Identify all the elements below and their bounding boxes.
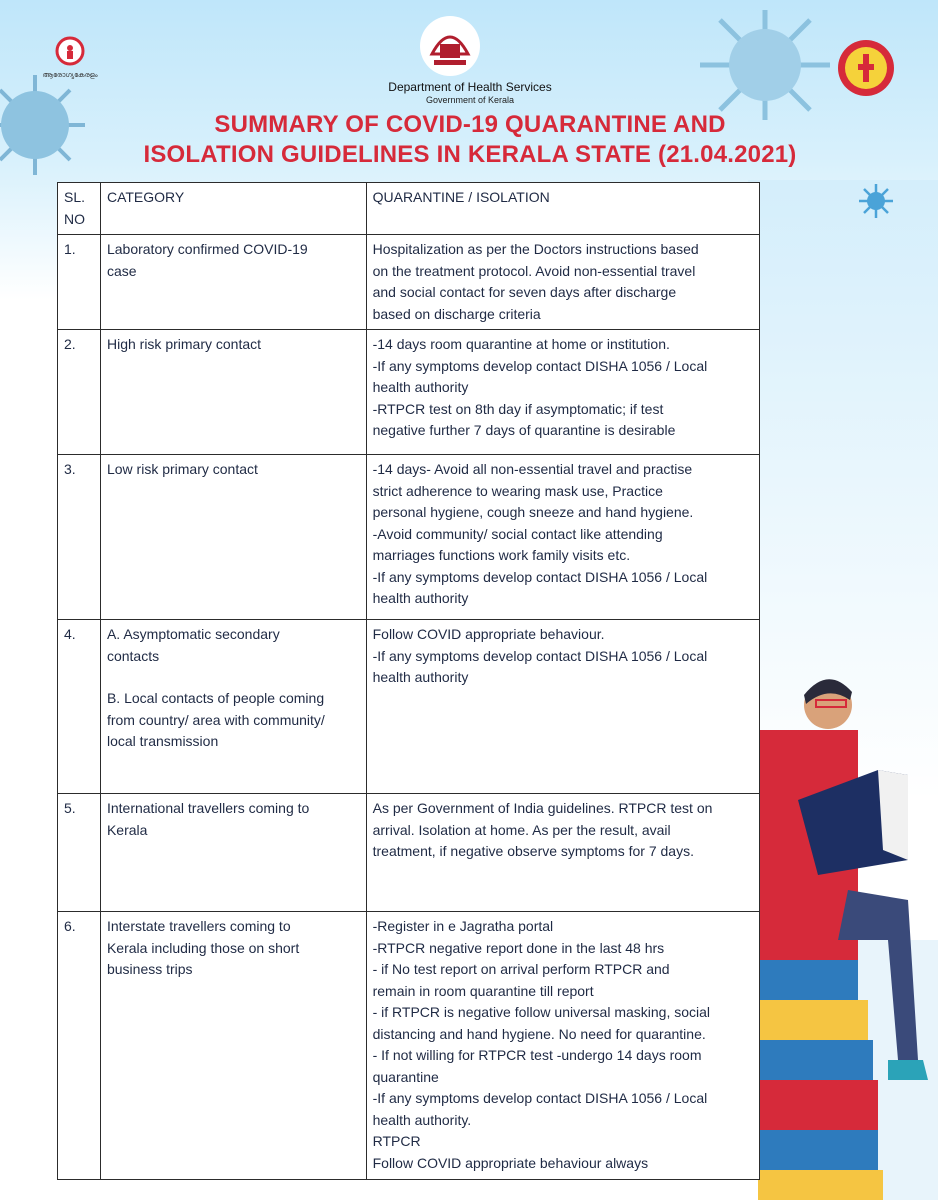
row-category <box>100 912 366 1180</box>
category-line: Low risk primary contact <box>106 461 258 477</box>
quarantine-line: health authority <box>372 379 469 395</box>
title-line-1: SUMMARY OF COVID-19 QUARANTINE AND <box>214 111 726 138</box>
category-line: High risk primary contact <box>106 336 262 352</box>
quarantine-line: health authority <box>372 590 469 606</box>
quarantine-line: strict adherence to wearing mask use, Practice <box>372 482 663 499</box>
quarantine-line: - if RTPCR is negative follow universal masking, social <box>372 1004 711 1020</box>
category-line: Kerala <box>106 821 148 838</box>
row-sl: 2. <box>58 330 101 455</box>
quarantine-line: - If not willing for RTPCR test -undergo 14 days room <box>372 1047 702 1063</box>
row-category <box>100 620 366 794</box>
quarantine-line: -If any symptoms develop contact DISHA 1056 / Local <box>372 357 708 374</box>
quarantine-line: Hospitalization as per the Doctors instructions based <box>372 241 699 257</box>
header-quarantine: QUARANTINE / ISOLATION <box>366 183 759 235</box>
government-name: Government of Kerala <box>425 95 515 105</box>
category-line: case <box>106 262 137 279</box>
table-row <box>58 235 760 330</box>
header-sl-line1: SL. <box>64 189 86 205</box>
quarantine-line: -If any symptoms develop contact DISHA 1056 / Local <box>372 647 708 664</box>
table-row <box>58 620 760 794</box>
quarantine-line: -RTPCR negative report done in the last 48 hrs <box>372 939 665 956</box>
virus-icon <box>690 10 840 120</box>
quarantine-line: -Avoid community/ social contact like attending <box>372 525 663 542</box>
category-line: contacts <box>106 647 160 664</box>
quarantine-line: treatment, if negative observe symptoms for 7 days. <box>372 843 694 859</box>
quarantine-line: remain in room quarantine till report <box>372 982 594 999</box>
quarantine-line: health authority <box>372 669 469 685</box>
quarantine-line: -14 days room quarantine at home or institution. <box>372 336 670 352</box>
row-sl: 6. <box>58 912 101 1180</box>
quarantine-line: quarantine <box>372 1068 439 1085</box>
national-health-mission-logo <box>40 35 100 75</box>
quarantine-line: -Register in e Jagratha portal <box>372 918 554 934</box>
quarantine-line: distancing and hand hygiene. No need for quarantine. <box>372 1025 706 1042</box>
quarantine-line: - if No test report on arrival perform RTPCR and <box>372 961 670 977</box>
table-header-row <box>58 183 760 235</box>
guidelines-table <box>57 182 760 1180</box>
quarantine-line: RTPCR <box>372 1133 421 1149</box>
page-title <box>40 110 900 170</box>
category-line: International travellers coming to <box>106 800 310 816</box>
quarantine-line: health authority. <box>372 1111 472 1128</box>
kerala-emblem-logo <box>418 14 482 78</box>
category-line: Laboratory confirmed COVID-19 <box>106 241 308 257</box>
table-row <box>58 794 760 912</box>
row-sl: 3. <box>58 455 101 620</box>
left-logo-caption: ആരോഗ്യകേരളം <box>42 72 98 79</box>
category-line: B. Local contacts of people coming <box>106 690 325 706</box>
guidelines-table-container <box>57 182 760 1180</box>
quarantine-line: -14 days- Avoid all non-essential travel and practise <box>372 461 693 477</box>
row-category <box>100 455 366 620</box>
row-sl: 1. <box>58 235 101 330</box>
quarantine-line: marriages functions work family visits etc. <box>372 547 631 563</box>
quarantine-line: Follow COVID appropriate behaviour always <box>372 1154 649 1171</box>
category-line: Kerala including those on short <box>106 939 300 956</box>
department-name: Department of Health Services <box>388 80 552 94</box>
quarantine-line: personal hygiene, cough sneeze and hand hygiene. <box>372 504 694 520</box>
quarantine-line: -If any symptoms develop contact DISHA 1056 / Local <box>372 1090 708 1106</box>
virus-icon <box>858 183 894 219</box>
category-line: local transmission <box>106 733 219 749</box>
row-quarantine <box>366 455 759 620</box>
quarantine-line: -If any symptoms develop contact DISHA 1056 / Local <box>372 568 708 585</box>
row-quarantine <box>366 330 759 455</box>
quarantine-line: Follow COVID appropriate behaviour. <box>372 626 605 642</box>
table-row <box>58 330 760 455</box>
title-line-2: ISOLATION GUIDELINES IN KERALA STATE (21.04.2021) <box>143 141 797 168</box>
header-sl-no <box>58 183 101 235</box>
header-sl-line2: NO <box>64 210 85 227</box>
quarantine-line: on the treatment protocol. Avoid non-essential travel <box>372 262 696 279</box>
quarantine-line: and social contact for seven days after discharge <box>372 284 677 300</box>
row-sl: 4. <box>58 620 101 794</box>
category-line: A. Asymptomatic secondary <box>106 626 280 642</box>
row-category <box>100 330 366 455</box>
quarantine-line: -RTPCR test on 8th day if asymptomatic; if test <box>372 400 664 417</box>
person-reading-book-illustration <box>758 660 938 1200</box>
table-row <box>58 912 760 1180</box>
row-category <box>100 794 366 912</box>
quarantine-line: based on discharge criteria <box>372 305 541 322</box>
category-line: business trips <box>106 961 193 977</box>
quarantine-line: As per Government of India guidelines. RTPCR test on <box>372 800 713 816</box>
header-category: CATEGORY <box>100 183 366 235</box>
category-line: Interstate travellers coming to <box>106 918 291 934</box>
row-sl: 5. <box>58 794 101 912</box>
row-quarantine <box>366 620 759 794</box>
row-category <box>100 235 366 330</box>
quarantine-line: negative further 7 days of quarantine is desirable <box>372 422 676 438</box>
row-quarantine <box>366 912 759 1180</box>
category-line: from country/ area with community/ <box>106 711 325 728</box>
row-quarantine <box>366 235 759 330</box>
row-quarantine <box>366 794 759 912</box>
health-department-seal-logo <box>836 38 896 98</box>
spacer <box>107 667 360 688</box>
table-row <box>58 455 760 620</box>
quarantine-line: arrival. Isolation at home. As per the result, avail <box>372 821 671 838</box>
